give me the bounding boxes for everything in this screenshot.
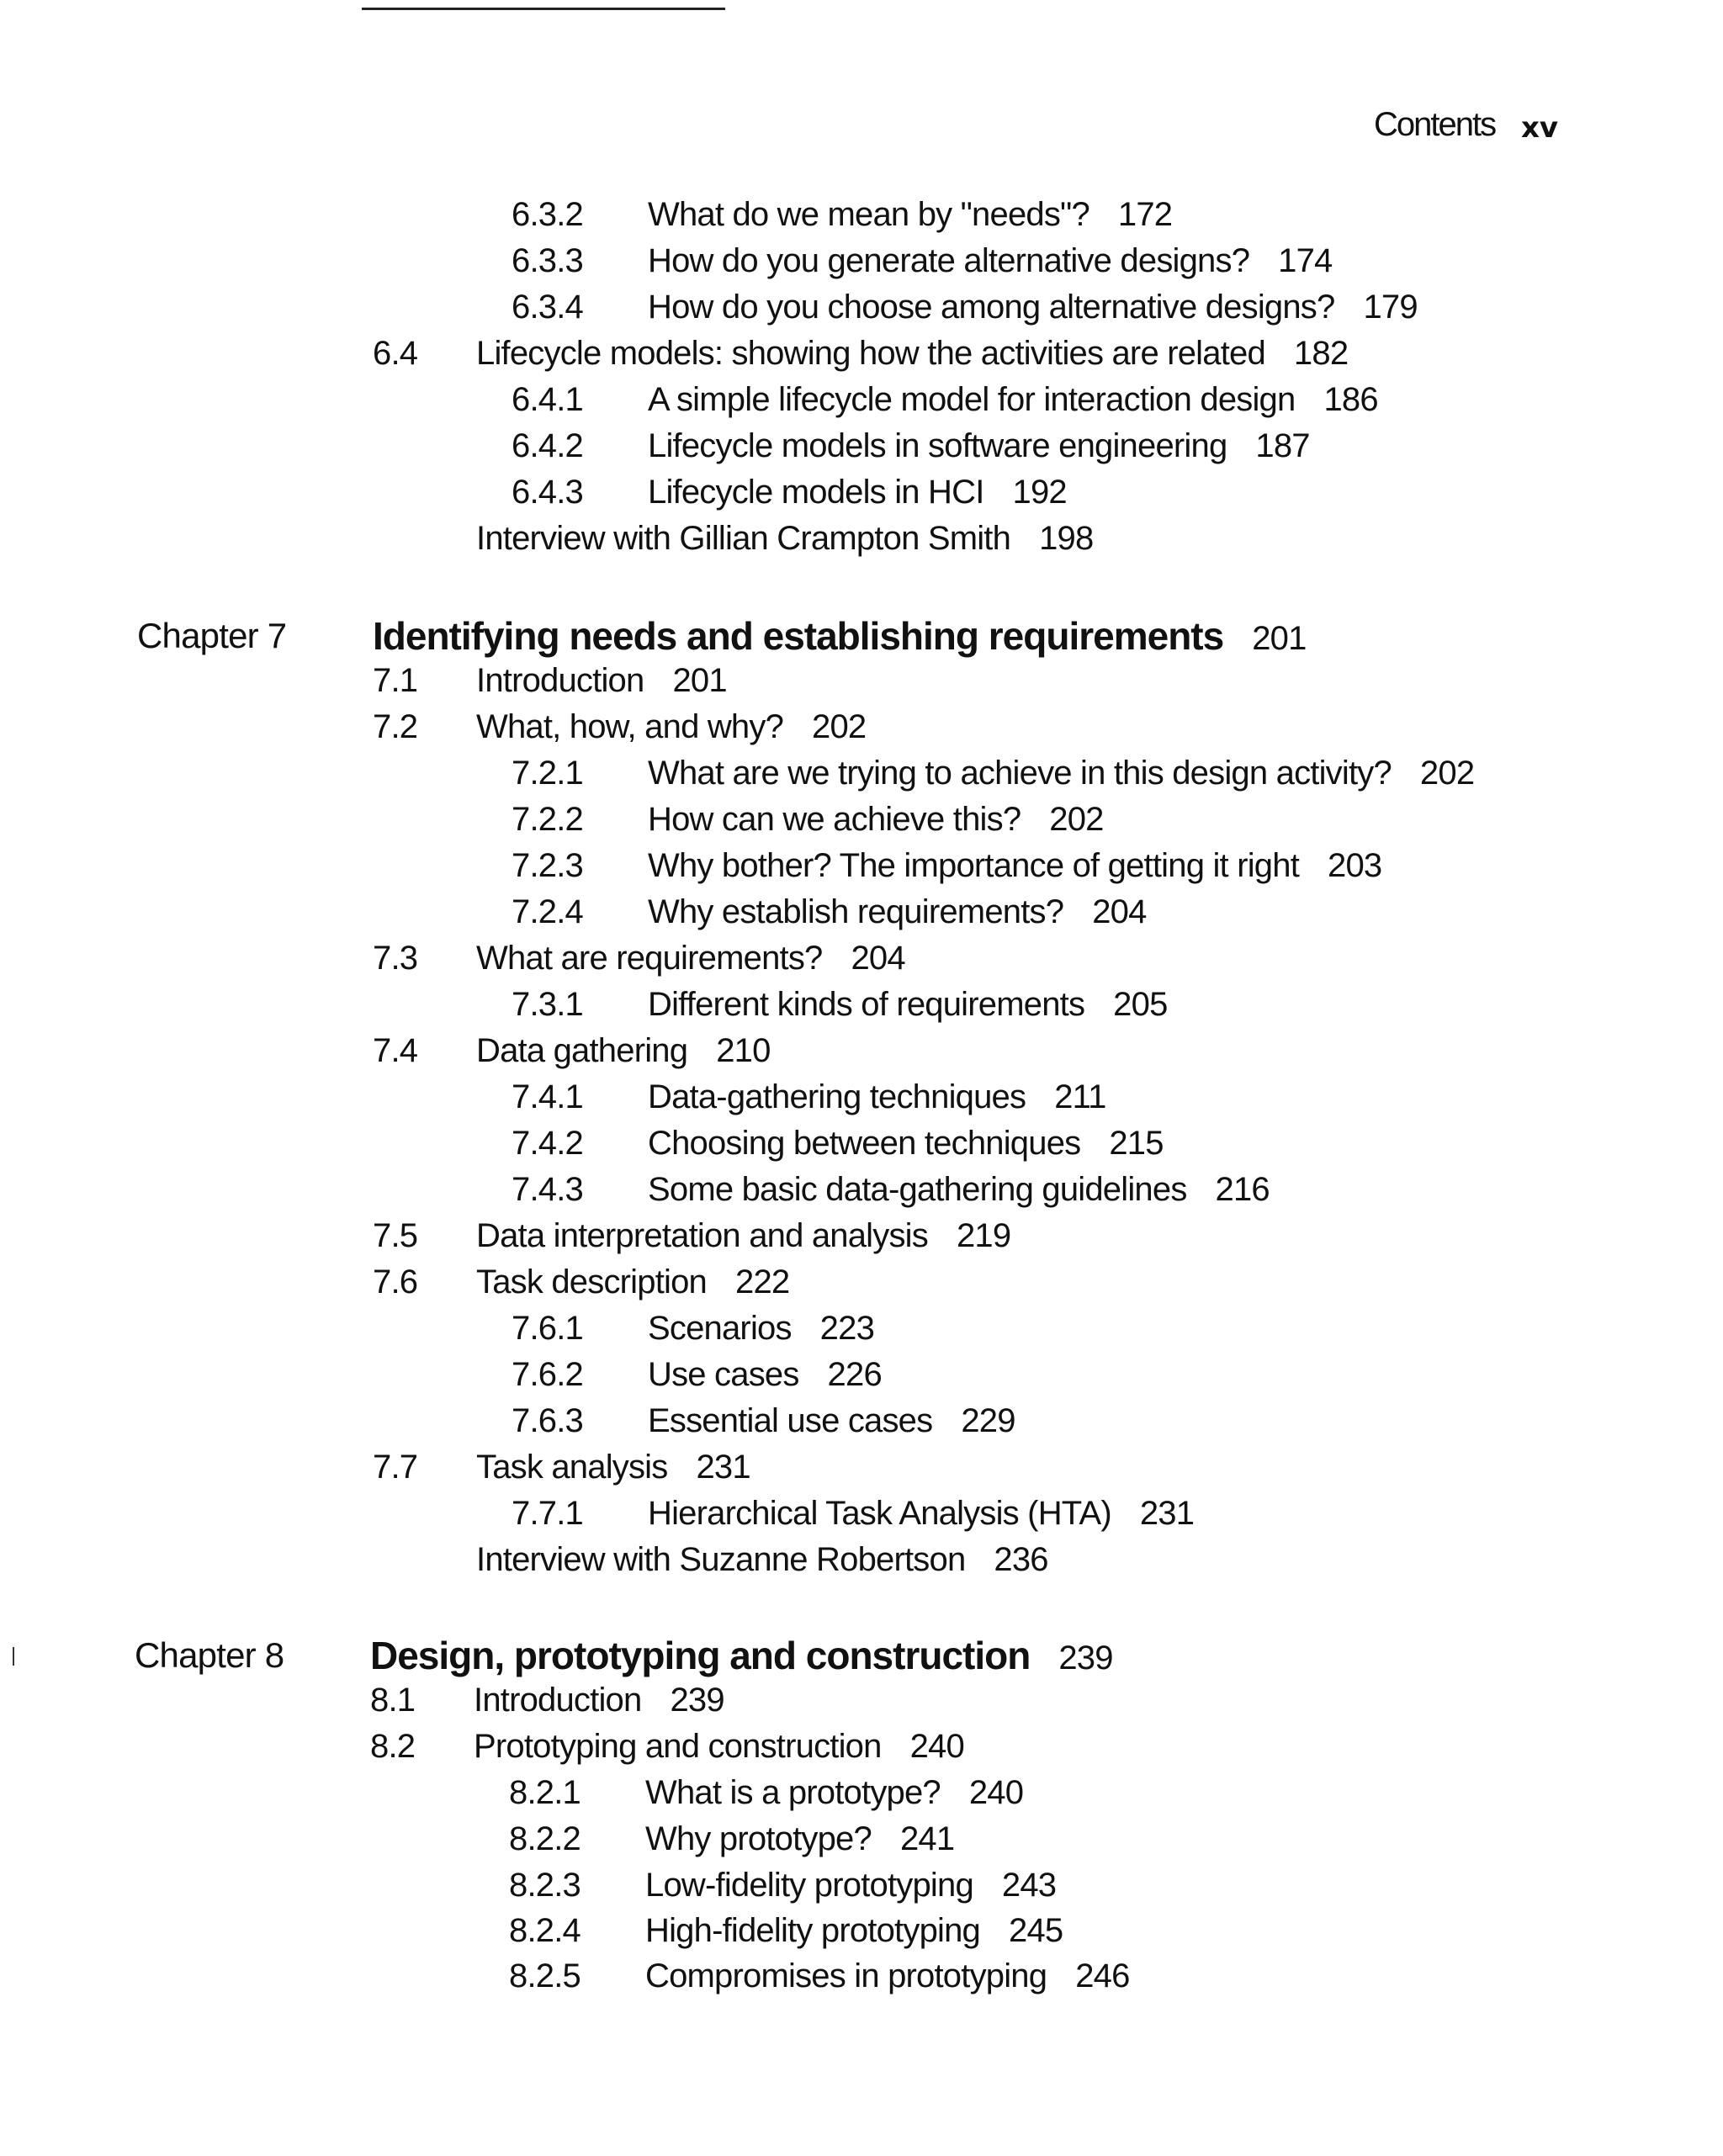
entry-page: 205 bbox=[1113, 986, 1168, 1023]
entry-number: 7.4.1 bbox=[512, 1078, 583, 1115]
entry-number: 7.2.2 bbox=[512, 801, 583, 838]
entry-title: Use cases bbox=[648, 1356, 799, 1393]
entry-page: 229 bbox=[961, 1402, 1015, 1439]
entry-page: 201 bbox=[672, 662, 727, 699]
entry-title: Lifecycle models: showing how the activities are related bbox=[476, 335, 1265, 372]
entry-page: 219 bbox=[956, 1217, 1011, 1254]
entry-title: What are we trying to achieve in this design activity? bbox=[648, 755, 1392, 792]
entry-number: 8.2.4 bbox=[509, 1912, 581, 1949]
entry-number: 7.5 bbox=[373, 1217, 418, 1254]
chapter-page: 201 bbox=[1252, 620, 1307, 657]
entry-title: Interview with Gillian Crampton Smith bbox=[476, 520, 1011, 557]
entry-title: Interview with Suzanne Robertson bbox=[476, 1541, 966, 1578]
entry-page: 179 bbox=[1363, 289, 1418, 326]
entry-title: How do you generate alternative designs? bbox=[648, 242, 1250, 279]
entry-number: 7.2.3 bbox=[512, 847, 583, 884]
entry-title: Data interpretation and analysis bbox=[476, 1217, 928, 1254]
entry-number: 7.3.1 bbox=[512, 986, 583, 1023]
entry-page: 240 bbox=[968, 1774, 1024, 1811]
entry-page: 241 bbox=[899, 1820, 955, 1857]
entry-title: Prototyping and construction bbox=[474, 1728, 882, 1765]
header-page-number: xv bbox=[1521, 111, 1559, 145]
entry-title: Some basic data-gathering guidelines bbox=[648, 1171, 1187, 1208]
entry-page: 198 bbox=[1039, 520, 1094, 557]
entry-page: 231 bbox=[1139, 1495, 1195, 1532]
entry-number: 7.6.2 bbox=[512, 1356, 583, 1393]
entry-number: 6.4 bbox=[373, 335, 418, 372]
entry-title: Why establish requirements? bbox=[648, 893, 1064, 930]
entry-title: Data gathering bbox=[476, 1032, 688, 1069]
entry-page: 246 bbox=[1075, 1957, 1130, 1994]
entry-page: 236 bbox=[994, 1541, 1048, 1578]
entry-number: 8.2.2 bbox=[509, 1820, 581, 1857]
entry-number: 6.4.1 bbox=[512, 381, 583, 418]
entry-title: Compromises in prototyping bbox=[645, 1957, 1047, 1994]
entry-title: Why bother? The importance of getting it right bbox=[648, 847, 1300, 884]
entry-number: 6.3.3 bbox=[512, 242, 583, 279]
header-title: Contents bbox=[1374, 106, 1496, 143]
entry-page: 222 bbox=[735, 1263, 790, 1300]
entry-page: 204 bbox=[1092, 893, 1147, 930]
entry-page: 182 bbox=[1293, 335, 1349, 372]
entry-title: Lifecycle models in HCI bbox=[648, 474, 984, 511]
entry-page: 202 bbox=[1419, 755, 1475, 792]
entry-title: How can we achieve this? bbox=[648, 801, 1021, 838]
chapter-label: Chapter 8 bbox=[135, 1635, 284, 1675]
entry-number: 7.6.3 bbox=[512, 1402, 583, 1439]
entry-number: 8.2.3 bbox=[509, 1867, 581, 1904]
entry-title: Scenarios bbox=[648, 1310, 792, 1347]
entry-title: Task description bbox=[476, 1263, 707, 1300]
entry-page: 211 bbox=[1054, 1078, 1106, 1115]
entry-title: Lifecycle models in software engineering bbox=[648, 427, 1227, 464]
entry-title: How do you choose among alternative designs? bbox=[648, 289, 1335, 326]
entry-title: What do we mean by "needs"? bbox=[648, 196, 1089, 233]
entry-number: 6.4.3 bbox=[512, 474, 583, 511]
entry-title: Why prototype? bbox=[645, 1820, 872, 1857]
chapter-title: Identifying needs and establishing requirements bbox=[373, 614, 1224, 658]
entry-number: 8.2.1 bbox=[509, 1774, 581, 1811]
entry-title: Low-fidelity prototyping bbox=[645, 1867, 973, 1904]
entry-page: 174 bbox=[1278, 242, 1333, 279]
entry-number: 8.1 bbox=[370, 1682, 416, 1719]
entry-number: 7.6.1 bbox=[512, 1310, 583, 1347]
entry-title: Choosing between techniques bbox=[648, 1125, 1081, 1162]
entry-page: 172 bbox=[1117, 196, 1173, 233]
entry-title: Introduction bbox=[474, 1682, 642, 1719]
entry-number: 7.4.3 bbox=[512, 1171, 583, 1208]
entry-page: 240 bbox=[909, 1728, 964, 1765]
entry-page: 231 bbox=[696, 1449, 750, 1486]
entry-title: Essential use cases bbox=[648, 1402, 933, 1439]
entry-page: 186 bbox=[1323, 381, 1378, 418]
entry-page: 226 bbox=[827, 1356, 882, 1393]
entry-number: 7.2 bbox=[373, 708, 418, 745]
entry-page: 202 bbox=[812, 708, 867, 745]
entry-page: 239 bbox=[670, 1682, 724, 1719]
entry-page: 243 bbox=[1001, 1867, 1057, 1904]
entry-page: 223 bbox=[819, 1310, 875, 1347]
entry-number: 7.4 bbox=[373, 1032, 418, 1069]
entry-title: Data-gathering techniques bbox=[648, 1078, 1026, 1115]
entry-page: 245 bbox=[1009, 1912, 1063, 1949]
entry-title: A simple lifecycle model for interaction design bbox=[648, 381, 1296, 418]
entry-title: Hierarchical Task Analysis (HTA) bbox=[648, 1495, 1111, 1532]
entry-title: High-fidelity prototyping bbox=[645, 1912, 980, 1949]
entry-number: 7.6 bbox=[373, 1263, 418, 1300]
entry-page: 215 bbox=[1109, 1125, 1164, 1162]
entry-page: 203 bbox=[1328, 847, 1382, 884]
entry-title: What is a prototype? bbox=[645, 1774, 941, 1811]
entry-page: 192 bbox=[1012, 474, 1067, 511]
entry-number: 7.7 bbox=[373, 1449, 418, 1486]
entry-number: 7.2.4 bbox=[512, 893, 583, 930]
chapter-title: Design, prototyping and construction bbox=[370, 1634, 1031, 1677]
entry-title: Introduction bbox=[476, 662, 644, 699]
entry-page: 187 bbox=[1255, 427, 1310, 464]
entry-page: 210 bbox=[716, 1032, 771, 1069]
entry-number: 7.3 bbox=[373, 940, 418, 977]
chapter-label: Chapter 7 bbox=[137, 616, 287, 655]
entry-page: 204 bbox=[851, 940, 905, 977]
entry-number: 8.2 bbox=[370, 1728, 416, 1765]
chapter-page: 239 bbox=[1058, 1640, 1113, 1677]
entry-number: 7.4.2 bbox=[512, 1125, 583, 1162]
entry-title: What, how, and why? bbox=[476, 708, 784, 745]
entry-number: 7.2.1 bbox=[512, 755, 583, 792]
entry-title: Different kinds of requirements bbox=[648, 986, 1085, 1023]
entry-number: 7.1 bbox=[373, 662, 418, 699]
entry-number: 8.2.5 bbox=[509, 1957, 581, 1994]
margin-mark bbox=[13, 1647, 14, 1666]
entry-title: Task analysis bbox=[476, 1449, 668, 1486]
entry-number: 7.7.1 bbox=[512, 1495, 583, 1532]
entry-page: 216 bbox=[1215, 1171, 1270, 1208]
entry-number: 6.3.4 bbox=[512, 289, 583, 326]
entry-number: 6.4.2 bbox=[512, 427, 583, 464]
entry-number: 6.3.2 bbox=[512, 196, 583, 233]
entry-page: 202 bbox=[1049, 801, 1104, 838]
entry-title: What are requirements? bbox=[476, 940, 823, 977]
